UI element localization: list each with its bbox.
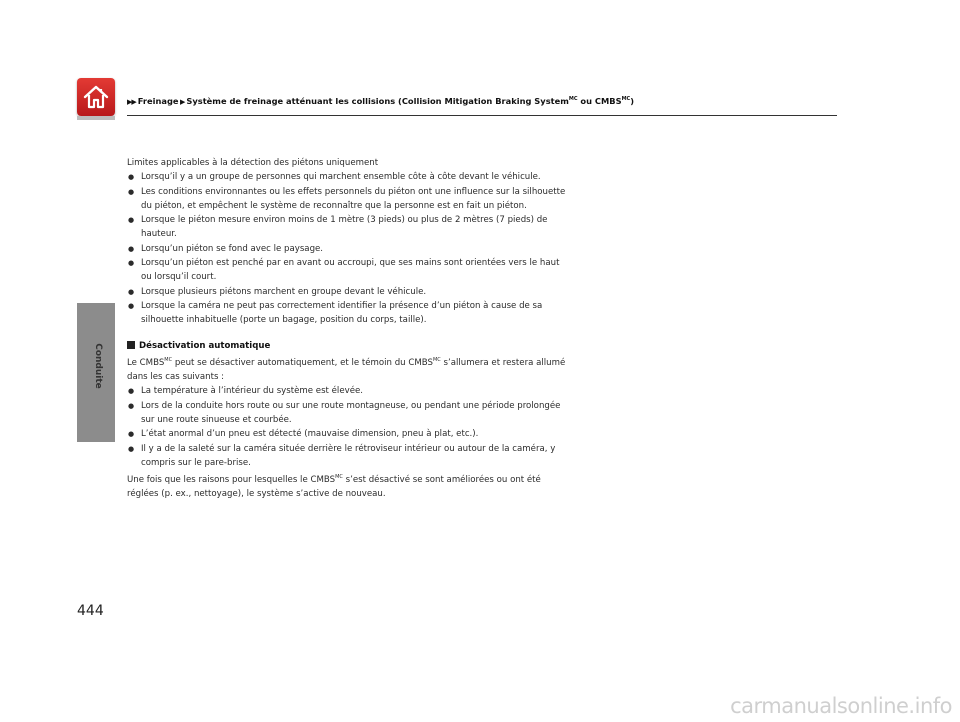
home-button[interactable] <box>77 78 115 116</box>
breadcrumb-current: Système de freinage atténuant les collisions (Collision Mitigation Braking System <box>186 96 569 106</box>
breadcrumb-close: ) <box>630 96 635 106</box>
superscript-mc: MC <box>164 356 173 363</box>
pedestrian-limits-intro: Limites applicables à la détection des piétons uniquement <box>127 158 379 168</box>
list-item: ● Lorsqu’un piéton se fond avec le paysage. <box>127 242 567 256</box>
intro-text: peut se désactiver automatiquement, et le témoin du CMBS <box>172 357 433 368</box>
superscript-mc: MC <box>568 96 578 103</box>
list-item: ● Lorsque le piéton mesure environ moins de 1 mètre (3 pieds) ou plus de 2 mètres (7 pieds) de hauteur. <box>127 213 567 242</box>
breadcrumb-or: ou CMBS <box>577 96 622 106</box>
home-icon <box>82 83 110 111</box>
pedestrian-limits-list <box>127 170 567 327</box>
superscript-mc: MC <box>621 96 631 103</box>
section-title-text: Désactivation automatique <box>139 340 271 351</box>
breadcrumb-arrow-icon: ▶ <box>178 98 185 106</box>
outro-text: Une fois que les raisons pour lesquelles le CMBS <box>127 474 336 485</box>
list-item: ● L’état anormal d’un pneu est détecté (mauvaise dimension, pneu à plat, etc.). <box>127 427 567 441</box>
watermark: carmanualsonline.info <box>730 694 952 718</box>
list-item: ● Lorsqu’un piéton est penché par en avant ou accroupi, que ses mains sont orientées vers le haut ou lorsqu’il court. <box>127 256 567 285</box>
auto-deactivation-outro <box>127 470 567 501</box>
superscript-mc: MC <box>432 356 441 363</box>
list-item: ● Lorsque la caméra ne peut pas correctement identifier la présence d’un piéton à cause de sa silhouette inhabituelle (porte un bagage, position du corps, taille). <box>127 299 567 328</box>
list-item: ● Il y a de la saleté sur la caméra située derrière le rétroviseur intérieur ou autour de la caméra, y compris sur le pare-brise. <box>127 442 567 471</box>
breadcrumb-link-freinage[interactable]: Freinage <box>137 96 179 106</box>
main-content <box>127 156 567 502</box>
side-tab-top <box>77 116 115 120</box>
list-item: ● Les conditions environnantes ou les effets personnels du piéton ont une influence sur la silhouette du piéton, et empêchent le système de reconnaître que la personne est en fait un piéton. <box>127 185 567 214</box>
list-item: ● Lorsque plusieurs piétons marchent en groupe devant le véhicule. <box>127 285 567 299</box>
chapter-label: Conduite <box>93 343 103 389</box>
list-item: ● La température à l’intérieur du système est élevée. <box>127 384 567 398</box>
section-square-icon <box>127 341 135 349</box>
breadcrumb-arrow-icon: ▶▶ <box>127 98 136 106</box>
breadcrumb <box>127 96 634 106</box>
auto-deactivation-list <box>127 384 567 470</box>
page-number: 444 <box>77 603 104 619</box>
outro-text: s’est désactivé se sont améliorées ou ont été réglées (p. ex., nettoyage), le système s’active de nouveau. <box>127 474 541 500</box>
header-rule <box>127 115 837 116</box>
auto-deactivation-intro <box>127 353 567 384</box>
list-item: ● Lors de la conduite hors route ou sur une route montagneuse, ou pendant une période prolongée sur une route sinueuse et courbée. <box>127 399 567 428</box>
superscript-mc: MC <box>335 474 343 481</box>
intro-text: s’allumera et restera allumé dans les cas suivants : <box>127 357 566 383</box>
intro-text: Le CMBS <box>127 357 165 368</box>
section-title <box>127 339 567 353</box>
list-item: ● Lorsqu’il y a un groupe de personnes qui marchent ensemble côte à côte devant le véhicule. <box>127 170 567 184</box>
